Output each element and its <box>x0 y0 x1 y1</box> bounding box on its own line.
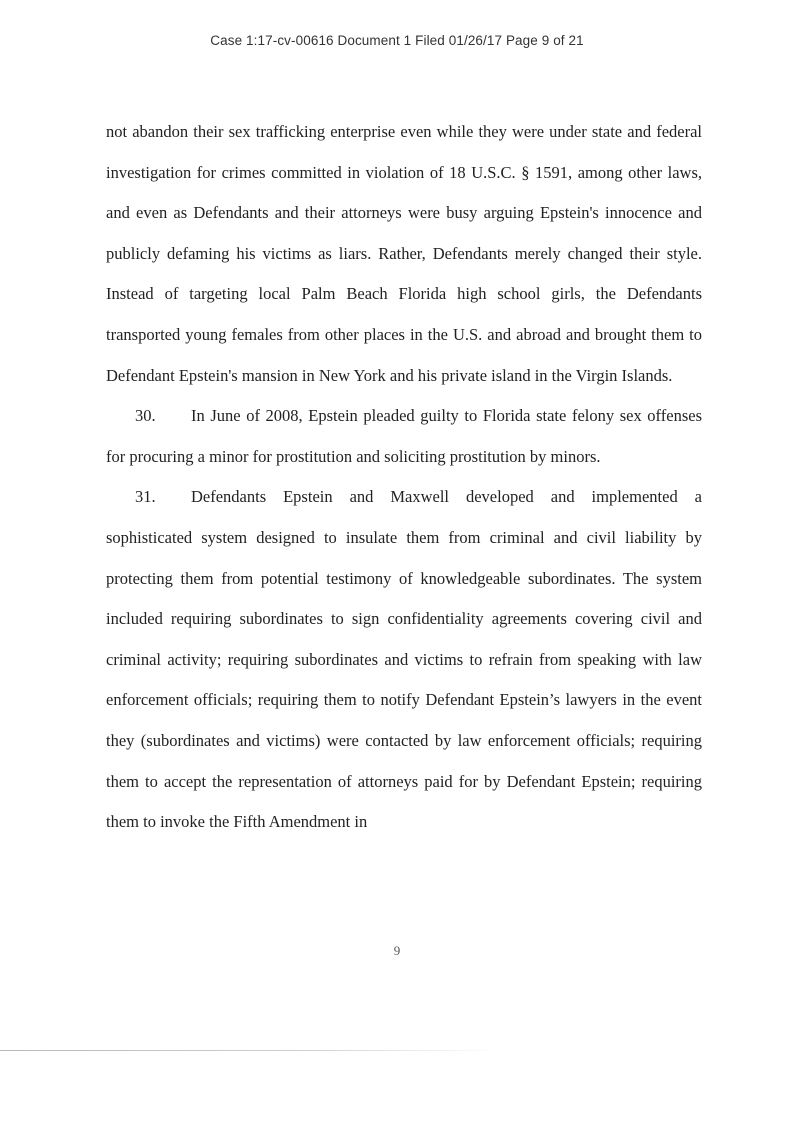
case-header: Case 1:17-cv-00616 Document 1 Filed 01/26/17 Page 9 of 21 <box>210 33 584 48</box>
paragraph-number: 31. <box>135 487 156 507</box>
paragraph-30 <box>106 396 702 477</box>
scan-artifact-line <box>0 1050 500 1051</box>
paragraph-31 <box>106 477 702 842</box>
paragraph-text: Defendants Epstein and Maxwell developed and implemented a sophisticated system designed to insulate them from criminal and civil liability by protecting them from potential testimony of knowledgeable subordinates. The system included requiring subordinates to sign confidentiality agreements covering civil and criminal activity; requiring subordinates and victims to refrain from speaking with law enforcement officials; requiring them to notify Defendant Epstein’s lawyers in the event they (subordinates and victims) were contacted by law enforcement officials; requiring them to accept the representation of attorneys paid for by Defendant Epstein; requiring them to invoke the Fifth Amendment in <box>106 487 702 832</box>
paragraph-text: In June of 2008, Epstein pleaded guilty to Florida state felony sex offenses for procuring a minor for prostitution and soliciting prostitution by minors. <box>106 406 702 466</box>
page-number: 9 <box>393 943 401 958</box>
document-body <box>106 112 702 843</box>
continuation-paragraph: not abandon their sex trafficking enterprise even while they were under state and federal investigation for crimes committed in violation of 18 U.S.C. § 1591, among other laws, and even as Defendants and their attorneys were busy arguing Epstein's innocence and publicly defaming his victims as liars. Rather, Defendants merely changed their style. Instead of targeting local Palm Beach Florida high school girls, the Defendants transported young females from other places in the U.S. and abroad and brought them to Defendant Epstein's mansion in New York and his private island in the Virgin Islands. <box>106 122 702 385</box>
paragraph-number: 30. <box>135 406 156 426</box>
